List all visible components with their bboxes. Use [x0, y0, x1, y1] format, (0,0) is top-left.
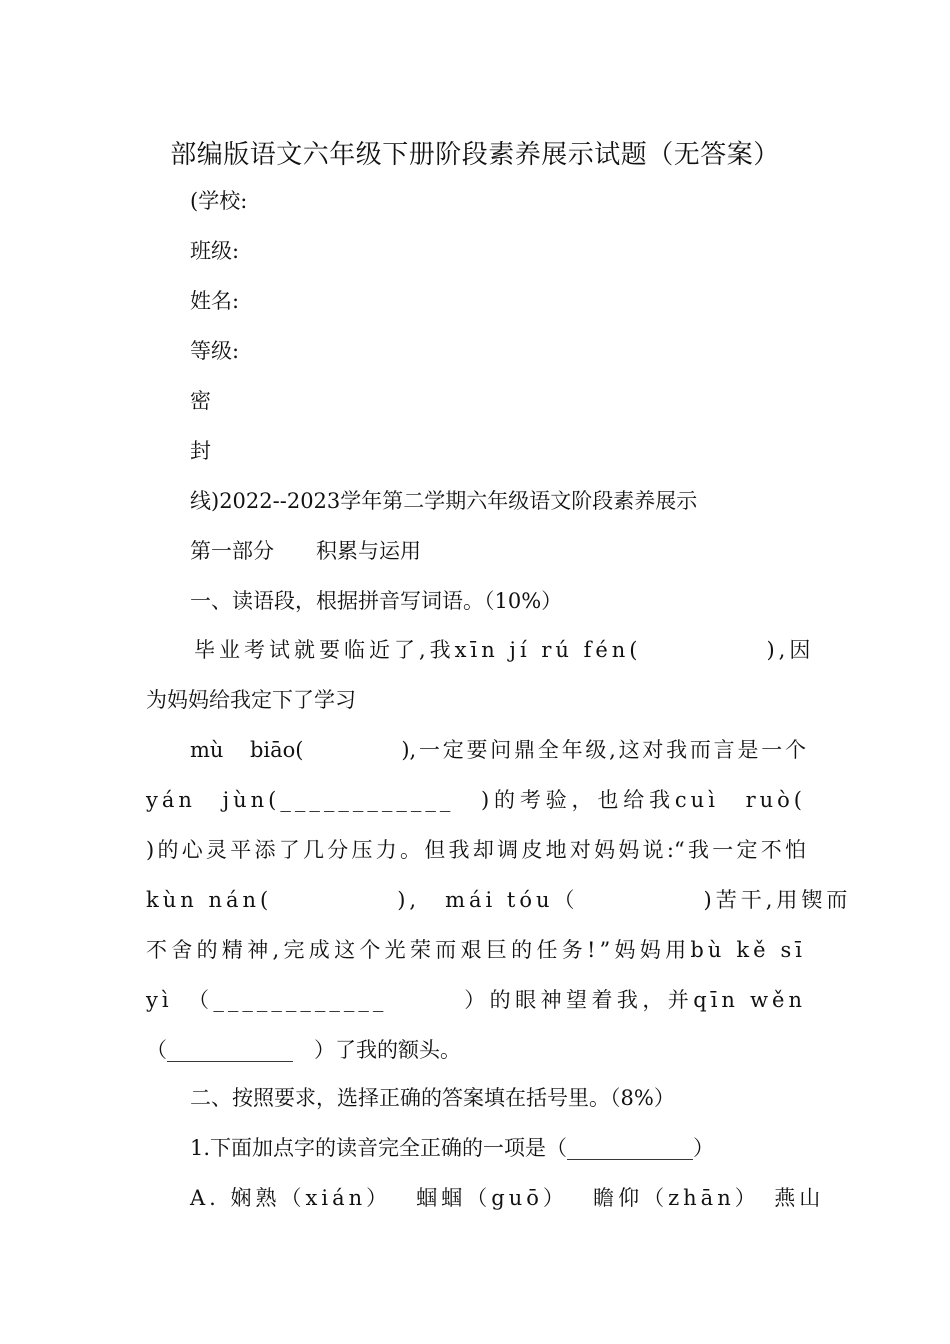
section1-line-3: mù biāo( ),一定要问鼎全年级,这对我而言是一个	[190, 738, 806, 762]
section1-line-2: 为妈妈给我定下了学习	[146, 688, 356, 712]
section1-line-1: 毕业考试就要临近了,我xīn jí rú fén( ),因	[194, 638, 815, 662]
field-class: 班级:	[190, 239, 240, 263]
question-1: 1.下面加点字的读音完全正确的一项是（____________）	[190, 1136, 715, 1160]
section2-heading: 二、按照要求，选择正确的答案填在括号里。（8%）	[190, 1086, 675, 1110]
field-grade: 等级:	[190, 339, 240, 363]
section1-line-6: kùn nán( ), mái tóu（ )苦干,用锲而	[146, 888, 852, 912]
part-heading: 第一部分 积累与运用	[190, 539, 421, 563]
section1-line-5: )的心灵平添了几分压力。但我却调皮地对妈妈说:“我一定不怕	[146, 838, 806, 862]
section1-line-4: yán jùn(____________ )的考验，也给我cuì ruò(	[146, 788, 806, 812]
field-school: (学校:	[190, 189, 248, 213]
section1-line-7: 不舍的精神,完成这个光荣而艰巨的任务!”妈妈用bù kě sī	[146, 938, 806, 962]
section1-line-9: （____________ ）了我的额头。	[146, 1038, 461, 1062]
seal-char-mi: 密	[190, 389, 211, 413]
page-title: 部编版语文六年级下册阶段素养展示试题（无答案）	[170, 140, 780, 170]
section1-heading: 一、读语段，根据拼音写词语。（10%）	[190, 589, 563, 613]
question-1-option-a: A. 娴熟（xián） 蝈蝈（guō） 瞻仰（zhān） 燕山	[190, 1186, 825, 1210]
school-year-line: 线)2022--2023学年第二学期六年级语文阶段素养展示	[190, 489, 698, 513]
section1-line-8: yì （____________ ）的眼神望着我，并qīn wěn	[146, 988, 806, 1012]
field-name: 姓名:	[190, 289, 240, 313]
seal-char-feng: 封	[190, 439, 211, 463]
